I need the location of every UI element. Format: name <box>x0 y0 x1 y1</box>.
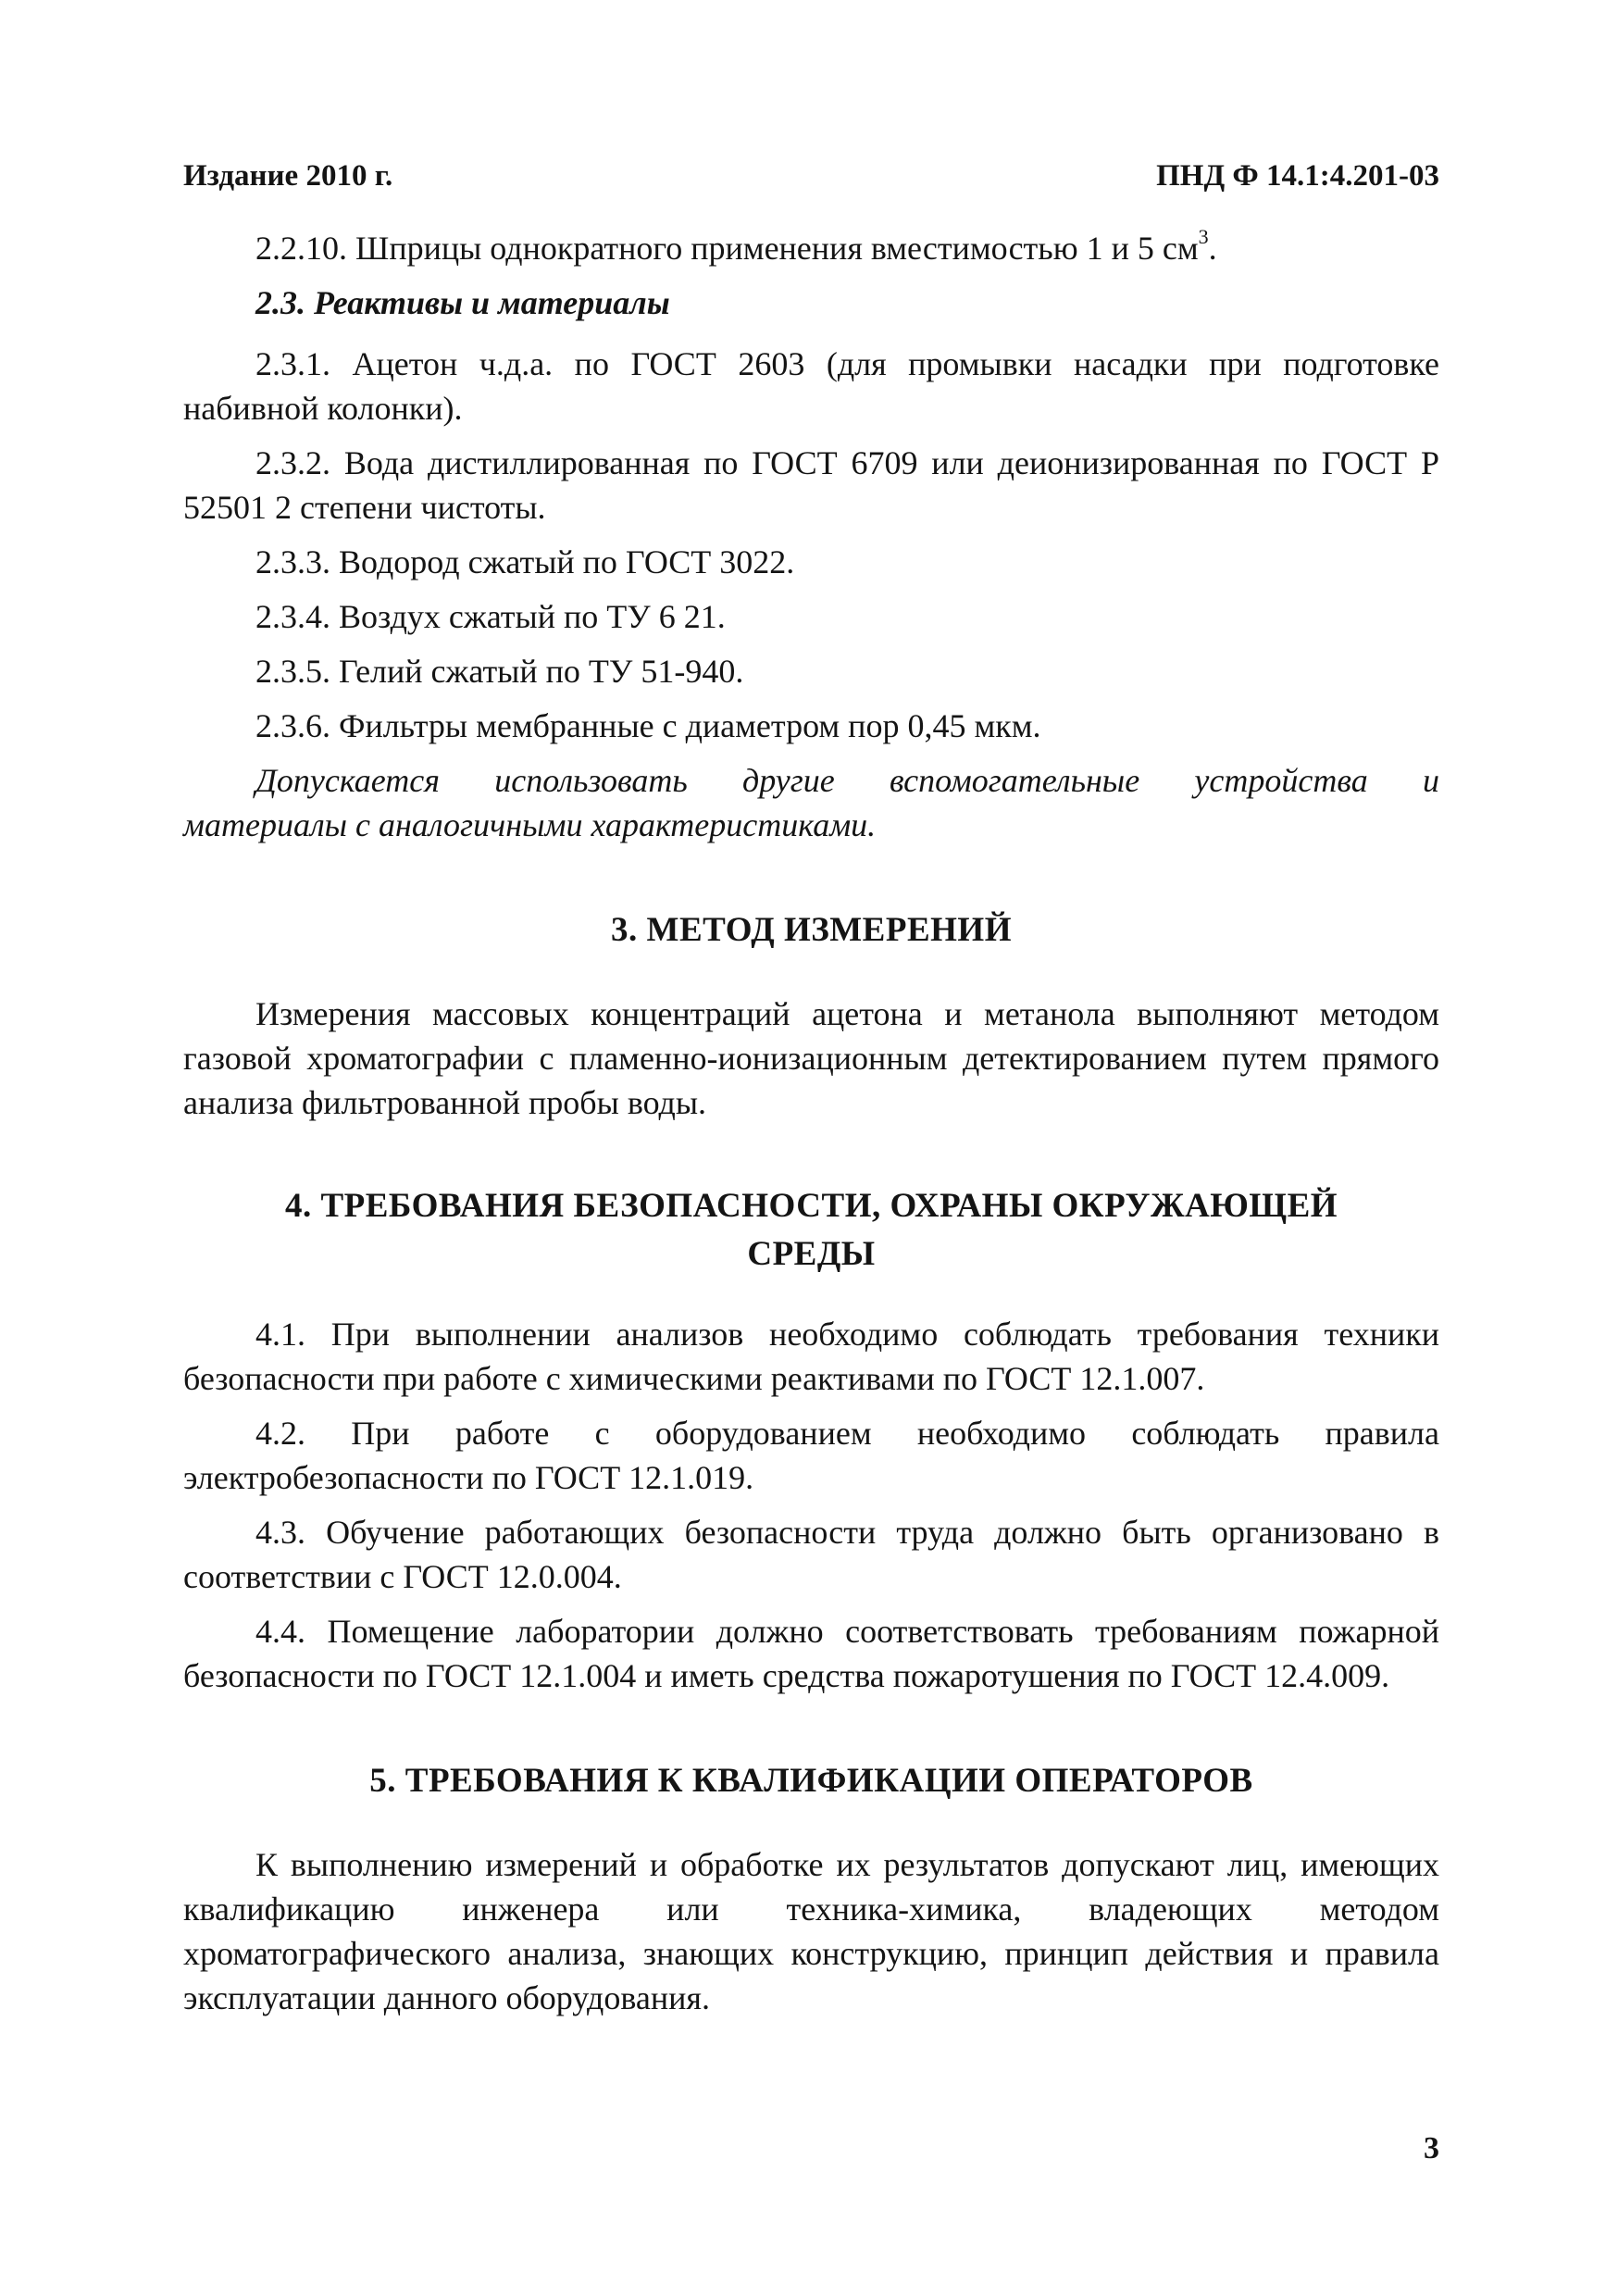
section-4-title-line-2: СРЕДЫ <box>747 1235 876 1273</box>
item-4-2: 4.2. При работе с оборудованием необходимо соблюдать правила электробезопасности по ГОСТ 12.1.019. <box>183 1415 1439 1496</box>
item-2-3-4: 2.3.4. Воздух сжатый по ТУ 6 21. <box>255 598 726 635</box>
item-2-2-10-text: 2.2.10. Шприцы однократного применения вместимостью 1 и 5 см <box>255 230 1199 267</box>
document-code: ПНД Ф 14.1:4.201-03 <box>1156 159 1439 193</box>
item-2-3-1: 2.3.1. Ацетон ч.д.а. по ГОСТ 2603 (для промывки насадки при подготовке набивной колонки). <box>183 345 1439 427</box>
item-2-2-10-end: . <box>1208 230 1217 267</box>
note-paragraph <box>183 758 1439 847</box>
item-4-1: 4.1. При выполнении анализов необходимо соблюдать требования техники безопасности при работе с химическими реактивами по ГОСТ 12.1.007. <box>183 1316 1439 1397</box>
note-line-2: материалы с аналогичными характеристиками. <box>183 806 877 843</box>
item-2-3-3: 2.3.3. Водород сжатый по ГОСТ 3022. <box>255 543 795 580</box>
item-4-4: 4.4. Помещение лаборатории должно соответствовать требованиям пожарной безопасности по ГОСТ 12.1.004 и иметь средства пожаротушения по ГОСТ 12.4.009. <box>183 1613 1439 1694</box>
cubic-superscript: 3 <box>1198 225 1209 248</box>
item-2-2-10 <box>183 226 1439 270</box>
edition-label: Издание 2010 г. <box>183 159 393 193</box>
note-line-1: Допускается использовать другие вспомогательные устройства и <box>255 762 1439 799</box>
page-number: 3 <box>1424 2131 1439 2165</box>
subsection-heading-2-3: 2.3. Реактивы и материалы <box>255 284 670 321</box>
section-5-text: К выполнению измерений и обработке их результатов допускают лиц, имеющих квалификацию инженера или техника-химика, владеющих методом хроматографического анализа, знающих конструкцию, принцип действия и правила эксплуатации данного оборудования. <box>183 1846 1439 2016</box>
page-content <box>183 226 1439 2030</box>
section-5-title: 5. ТРЕБОВАНИЯ К КВАЛИФИКАЦИИ ОПЕРАТОРОВ <box>369 1762 1253 1800</box>
section-4-title <box>183 1182 1439 1279</box>
section-3-title: 3. МЕТОД ИЗМЕРЕНИЙ <box>611 911 1012 949</box>
item-2-3-5: 2.3.5. Гелий сжатый по ТУ 51-940. <box>255 653 744 690</box>
item-2-3-2: 2.3.2. Вода дистиллированная по ГОСТ 6709 или деионизированная по ГОСТ Р 52501 2 степени чистоты. <box>183 444 1439 526</box>
section-4-title-line-1: 4. ТРЕБОВАНИЯ БЕЗОПАСНОСТИ, ОХРАНЫ ОКРУЖАЮЩЕЙ <box>284 1187 1338 1225</box>
page-header <box>183 159 1439 206</box>
item-4-3: 4.3. Обучение работающих безопасности труда должно быть организовано в соответствии с ГОСТ 12.0.004. <box>183 1514 1439 1595</box>
section-3-text: Измерения массовых концентраций ацетона и метанола выполняют методом газовой хроматографии с пламенно-ионизационным детектированием путем прямого анализа фильтрованной пробы воды. <box>183 995 1439 1121</box>
item-2-3-6: 2.3.6. Фильтры мембранные с диаметром пор 0,45 мкм. <box>255 707 1041 744</box>
